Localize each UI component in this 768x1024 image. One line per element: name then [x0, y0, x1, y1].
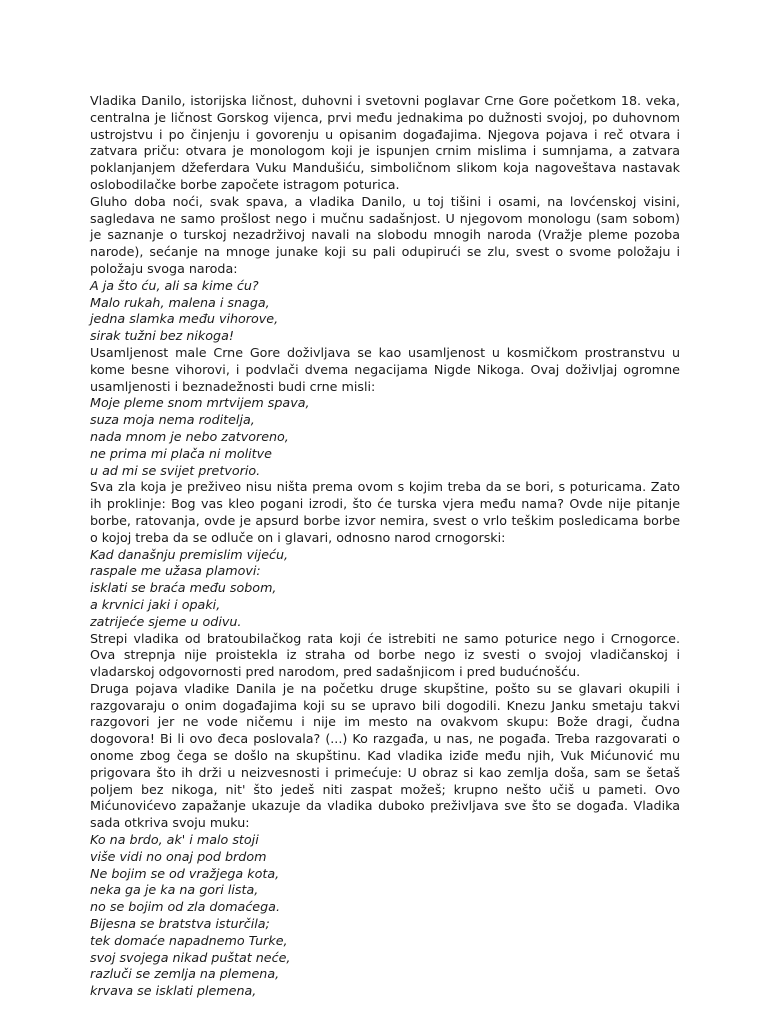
verse-stanza [90, 395, 680, 479]
verse-line: jedna slamka među vihorove, [90, 311, 279, 327]
verse-line: ne prima mi plača ni molitve [90, 445, 272, 461]
verse-line: isklati se braća među sobom, [90, 580, 277, 596]
verse-stanza [90, 832, 680, 1000]
verse-line: Malo rukah, malena i snaga, [90, 294, 270, 310]
paragraph: Gluho doba noći, svak spava, a vladika Danilo, u toj tišini i osami, na lovćenskoj visini, sagledava ne samo prošlost nego i mučnu sadašnjost. U njegovom monologu (sam sobom) je saznanje o turskoj nezadrživoj navali na slobodu mnogih naroda (Vražje pleme pozoba narode), sećanje na mnoge junake koji su pali odupirući se zlu, svest o svome položaju i položaju svoga naroda: [90, 193, 680, 276]
verse-line: Kad današnju premislim vijeću, [90, 546, 289, 562]
verse-line: zatrijeće sjeme u odivu. [90, 613, 242, 629]
verse-line: suza moja nema roditelja, [90, 412, 255, 428]
verse-line: Ko na brdo, ak' i malo stoji [90, 832, 259, 848]
verse-line: svoj svojega nikad puštat neće, [90, 949, 291, 965]
paragraph: Vladika Danilo, istorijska ličnost, duhovni i svetovni poglavar Crne Gore početkom 18. veka, centralna je ličnost Gorskog vijenca, prvi među jednakima po dužnosti svojoj, po duhovnom ustrojstvu i po činjenju i govorenju u opisanim događajima. Njegova pojava i reč otvara i zatvara priču: otvara je monologom koji je ispunjen crnim mislima i sumnjama, a zatvara poklanjanjem džeferdara Vuku Mandušiću, simboličnom slikom koja nagoveštava nastavak oslobodilačke borbe započete istragom poturica. [90, 93, 680, 192]
verse-line: sirak tužni bez nikoga! [90, 328, 234, 344]
verse-stanza [90, 278, 680, 345]
verse-line: razluči se zemlja na plemena, [90, 966, 280, 982]
verse-line: više vidi no onaj pod brdom [90, 848, 267, 864]
paragraph: Druga pojava vladike Danila je na početku druge skupštine, pošto su se glavari okupili i razgovaraju o onim događajima koji su se upravo bili dogodili. Knezu Janku smetaju takvi razgovori jer ne vode ničemu i nije im mesto na ovakvom skupu: Bože dragi, čudna dogovora! Bi li ovo đeca poslovala? (...) Ko razgađa, u nas, ne pogađa. Treba razgovarati o onome zbog čega se došlo na skupštinu. Kad vladika iziđe među njih, Vuk Mićunović mu prigovara što ih drži u neizvesnosti i primećuje: U obraz si kao zemlja došа, sam se šetaš poljem bez nikoga, nit' što jedeš niti zaspat možeš; krupno nešto učiš u pameti. Ovo Mićunovićevo zapažanje ukazuje da vladika duboko preživljava sve što se događa. Vladika sada otkriva svoju muku: [90, 680, 680, 831]
verse-line: A ja što ću, ali sa kime ću? [90, 277, 259, 293]
verse-line: nada mnom je nebo zatvoreno, [90, 428, 289, 444]
document-page [90, 93, 680, 1000]
verse-line: Ne bojim se od vražjega kota, [90, 865, 280, 881]
verse-line: a krvnici jaki i opaki, [90, 596, 221, 612]
verse-line: tek domaće napadnemo Turke, [90, 932, 288, 948]
paragraph: Usamljenost male Crne Gore doživljava se kao usamljenost u kosmičkom prostranstvu u kome besne vihorovi, i podvlači dvema negacijama Nigde Nikoga. Ovaj doživljaj ogromne usamljenosti i beznadežnosti budi crne misli: [90, 344, 680, 394]
paragraph: Strepi vladika od bratoubilačkog rata koji će istrebiti ne samo poturice nego i Crnogorce. Ova strepnja nije proistekla iz straha od borbe nego iz svesti o svojoj vladičanskoj i vladarskoj odgovornosti pred narodom, pred sadašnjicom i pred budućnošću. [90, 630, 680, 680]
verse-line: Bijesna se bratstva isturčila; [90, 916, 270, 932]
verse-line: neka ga je ka na gori lista, [90, 882, 259, 898]
verse-line: raspale me užasa plamovi: [90, 563, 261, 579]
verse-stanza [90, 547, 680, 631]
verse-line: u ad mi se svijet pretvorio. [90, 462, 261, 478]
paragraph: Sva zla koja je preživeo nisu ništa prema ovom s kojim treba da se bori, s poturicama. Zato ih proklinje: Bog vas kleo pogani izrodi, što će turska vjera među nama? Ovde nije pitanje borbe, ratovanja, ovde je apsurd borbe izvor nemira, svest o vrlo teškim posledicama borbe o kojoj treba da se odluče on i glavari, odnosno narod crnogorski: [90, 479, 680, 545]
verse-line: krvava se isklati plemena, [90, 983, 257, 999]
verse-line: Moje pleme snom mrtvijem spava, [90, 395, 310, 411]
verse-line: no se bojim od zla domaćega. [90, 899, 280, 915]
